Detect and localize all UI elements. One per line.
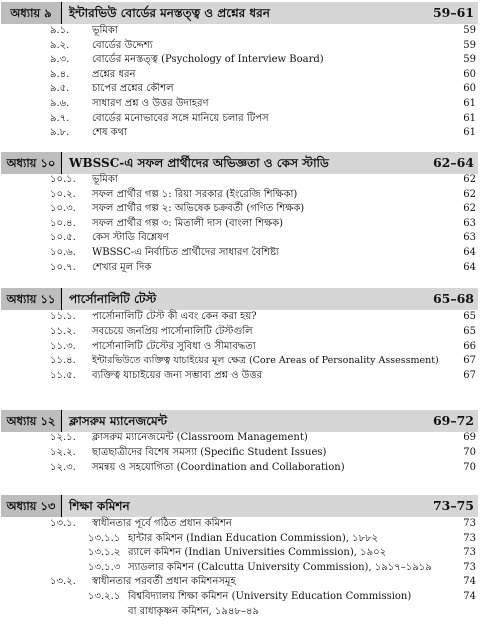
entry-page: 60: [463, 83, 476, 95]
toc-entry[interactable]: [0, 446, 480, 460]
entry-number: ৯.৫.: [50, 83, 70, 95]
entry-title: হান্টার কমিশন (Indian Education Commission), ১৮৮২: [128, 532, 379, 544]
toc-entry[interactable]: [0, 231, 480, 245]
entry-page: 65: [463, 325, 476, 337]
entry-number: ১০.৪.: [50, 217, 76, 229]
entry-number: ১২.১.: [50, 432, 76, 443]
toc-entry[interactable]: [0, 532, 480, 546]
toc-entry[interactable]: [0, 82, 480, 96]
toc-entry[interactable]: [0, 217, 480, 231]
toc-entry[interactable]: [0, 340, 480, 354]
entry-title: কেস স্টাডি বিশ্লেষণ: [92, 232, 169, 244]
entry-title: স্বাধীনতার পরবর্তী প্রধান কমিশনসমূহ: [92, 576, 236, 588]
entry-page: 70: [463, 446, 476, 458]
entry-title: পার্সোনালিটি টেস্টের সুবিধা ও সীমাবদ্ধতা: [92, 340, 256, 352]
toc-entry[interactable]: [0, 173, 480, 187]
chapter-title: পার্সোনালিটি টেস্ট: [69, 292, 157, 306]
toc-entry[interactable]: [0, 68, 480, 82]
entry-page: 73: [463, 532, 476, 544]
chapter-title: শিক্ষা কমিশন: [69, 499, 130, 513]
entry-number: ১৩.১.১: [88, 532, 121, 544]
entry-title: ভূমিকা: [92, 25, 118, 36]
entry-number: ১০.৬.: [50, 247, 76, 258]
toc-entry[interactable]: [0, 97, 480, 111]
entry-page: 61: [463, 98, 476, 109]
entry-number: ৯.৬.: [50, 98, 70, 109]
chapter-page-range: 65–68: [432, 291, 474, 306]
toc-entry[interactable]: [0, 561, 480, 575]
entry-page: 59: [463, 25, 476, 36]
entry-title: বোর্ডের উদ্দেশ্য: [92, 39, 153, 51]
entry-title: ক্লাসরুম ম্যানেজমেন্ট (Classroom Management): [92, 432, 308, 443]
entry-number: ৯.৪.: [50, 68, 70, 80]
toc-entry[interactable]: [0, 605, 480, 619]
toc-entry[interactable]: [0, 431, 480, 445]
entry-title: ভূমিকা: [92, 174, 118, 185]
entry-number: ১১.৫.: [50, 370, 76, 382]
chapter-page-range: 62–64: [432, 155, 474, 170]
toc-entry[interactable]: [0, 325, 480, 339]
entry-number: ১০.৩.: [50, 203, 76, 215]
toc-entry[interactable]: [0, 310, 480, 324]
chapter-page-range: 59–61: [432, 5, 474, 20]
toc-entry[interactable]: [0, 202, 480, 216]
entry-page: 73: [463, 561, 476, 573]
entry-number: ১১.৩.: [50, 340, 76, 352]
entry-page: 59: [463, 39, 476, 51]
entry-page: 62: [463, 174, 476, 185]
entry-title: শেখার মূল দিক: [92, 261, 152, 273]
toc-entry[interactable]: [0, 188, 480, 202]
entry-title: চাপের প্রশ্নের কৌশল: [92, 83, 174, 95]
entry-page: 69: [463, 432, 476, 443]
toc-entry[interactable]: [0, 354, 480, 368]
chapter-header[interactable]: [1, 495, 478, 517]
entry-page: 63: [463, 232, 476, 244]
entry-number: ১২.২.: [50, 446, 76, 458]
entry-title: স্বাধীনতার পূর্বে গঠিত প্রধান কমিশন: [92, 518, 232, 529]
chapter-number: অধ্যায় ৯: [1, 2, 62, 24]
entry-title: বা রাধাকৃষ্ণন কমিশন, ১৯৪৮–৪৯: [128, 605, 259, 617]
entry-title: সমন্বয় ও সহযোগিতা (Coordination and Collaboration): [92, 461, 345, 473]
toc-entry[interactable]: [0, 53, 480, 67]
entry-title: বোর্ডের মনস্তত্ত্ব (Psychology of Interview Board): [92, 54, 324, 66]
entry-page: 62: [463, 188, 476, 200]
entry-number: ৯.২.: [50, 39, 70, 51]
chapter-page-range: 69–72: [432, 413, 474, 428]
entry-page: 61: [463, 127, 476, 139]
chapter-header[interactable]: [1, 152, 478, 174]
entry-number: ৯.৮.: [50, 127, 70, 139]
entry-title: বিশ্ববিদ্যালয় শিক্ষা কমিশন (University Education Commission): [128, 591, 412, 602]
entry-title: ব্যক্তিত্ব যাচাইয়ের জন্য সম্ভাব্য প্রশ্ন ও উত্তর: [92, 370, 263, 382]
chapter-number: অধ্যায় ১২: [1, 410, 62, 432]
toc-entry[interactable]: [0, 546, 480, 560]
entry-number: ১৩.২.১: [88, 591, 121, 602]
entry-page: 64: [463, 261, 476, 273]
entry-number: ১৩.১.: [50, 518, 76, 529]
entry-number: ১০.৭.: [50, 261, 76, 273]
entry-page: 74: [463, 576, 476, 588]
entry-page: 63: [463, 217, 476, 229]
entry-page: 70: [463, 461, 476, 473]
entry-number: ১৩.২.: [50, 576, 76, 588]
entry-number: ৯.৭.: [50, 112, 70, 124]
entry-title: পার্সোনালিটি টেস্ট কী এবং কেন করা হয়?: [92, 311, 257, 322]
entry-number: ১১.৪.: [50, 355, 76, 367]
entry-number: ১৩.১.৩: [88, 561, 121, 573]
entry-page: 74: [463, 591, 476, 602]
toc-entry[interactable]: [0, 575, 480, 589]
entry-title: ইন্টারভিউতে ব্যক্তিত্ব যাচাইয়ের মূল ক্ষেত্র (Core Areas of Personality Assessment): [92, 355, 439, 367]
entry-title: শেষ কথা: [92, 127, 128, 139]
entry-title: প্রশ্নের ধরন: [92, 68, 136, 80]
entry-title: সাধারণ প্রশ্ন ও উত্তর উদাহরণ: [92, 98, 209, 109]
entry-page: 73: [463, 518, 476, 529]
toc-entry[interactable]: [0, 112, 480, 126]
chapter-title: ইন্টারভিউ বোর্ডের মনস্তত্ত্ব ও প্রশ্নের ধরন: [69, 6, 270, 20]
toc-entry[interactable]: [0, 517, 480, 531]
entry-number: ১৩.১.২: [88, 547, 121, 559]
entry-page: 61: [463, 112, 476, 124]
chapter-header[interactable]: [1, 2, 478, 24]
entry-title: সফল প্রার্থীর গল্প ২: অভিষেক চক্রবর্তী (গণিত শিক্ষক): [92, 203, 305, 215]
entry-title: বোর্ডের মনোভাবের সঙ্গে মানিয়ে চলার টিপস: [92, 112, 269, 124]
entry-number: ১০.১.: [50, 174, 76, 185]
entry-page: 64: [463, 247, 476, 258]
entry-title: সফল প্রার্থীর গল্প ৩: মিতালী দাস (বাংলা শিক্ষক): [92, 217, 284, 229]
entry-page: 62: [463, 203, 476, 215]
entry-page: 67: [463, 370, 476, 382]
entry-page: 60: [463, 68, 476, 80]
entry-number: ১১.১.: [50, 311, 76, 322]
toc-entry[interactable]: [0, 461, 480, 475]
toc-entry[interactable]: [0, 24, 480, 38]
entry-page: 59: [463, 54, 476, 66]
chapter-page-range: 73–75: [432, 498, 474, 513]
chapter-number: অধ্যায় ১১: [1, 288, 62, 310]
chapter-header[interactable]: [1, 410, 478, 432]
toc-entry[interactable]: [0, 39, 480, 53]
entry-title: স্যাডলার কমিশন (Calcutta University Commission), ১৯১৭–১৯১৯: [128, 561, 432, 573]
entry-title: WBSSC-এ নির্বাচিত প্রার্থীদের সাধারণ বৈশিষ্ট্য: [92, 247, 279, 258]
entry-page: 67: [463, 355, 476, 367]
chapter-title: WBSSC-এ সফল প্রার্থীদের অভিজ্ঞতা ও কেস স্টাডি: [69, 156, 329, 170]
toc-entry[interactable]: [0, 369, 480, 383]
entry-page: 66: [463, 340, 476, 352]
entry-title: ছাত্রছাত্রীদের বিশেষ সমস্যা (Specific Student Issues): [92, 446, 327, 458]
chapter-number: অধ্যায় ১৩: [1, 495, 62, 517]
entry-page: 65: [463, 311, 476, 322]
entry-number: ১২.৩.: [50, 461, 76, 473]
entry-number: ১০.২.: [50, 188, 76, 200]
entry-title: র‍্যালে কমিশন (Indian Universities Commission), ১৯০২: [128, 547, 387, 559]
toc-entry[interactable]: [0, 261, 480, 275]
toc-entry[interactable]: [0, 246, 480, 260]
entry-page: 73: [463, 547, 476, 559]
toc-entry[interactable]: [0, 590, 480, 604]
entry-title: সফল প্রার্থীর গল্প ১: রিয়া সরকার (ইংরেজি শিক্ষিকা): [92, 188, 298, 200]
chapter-title: ক্লাসরুম ম্যানেজমেন্ট: [69, 414, 168, 428]
entry-number: ১০.৫.: [50, 232, 76, 244]
chapter-header[interactable]: [1, 288, 478, 310]
entry-number: ১১.২.: [50, 325, 76, 337]
entry-number: ৯.১.: [50, 25, 70, 36]
toc-entry[interactable]: [0, 126, 480, 140]
entry-title: সবচেয়ে জনপ্রিয় পার্সোনালিটি টেস্টগুলি: [92, 325, 253, 337]
entry-number: ৯.৩.: [50, 54, 70, 66]
chapter-number: অধ্যায় ১০: [1, 152, 62, 174]
